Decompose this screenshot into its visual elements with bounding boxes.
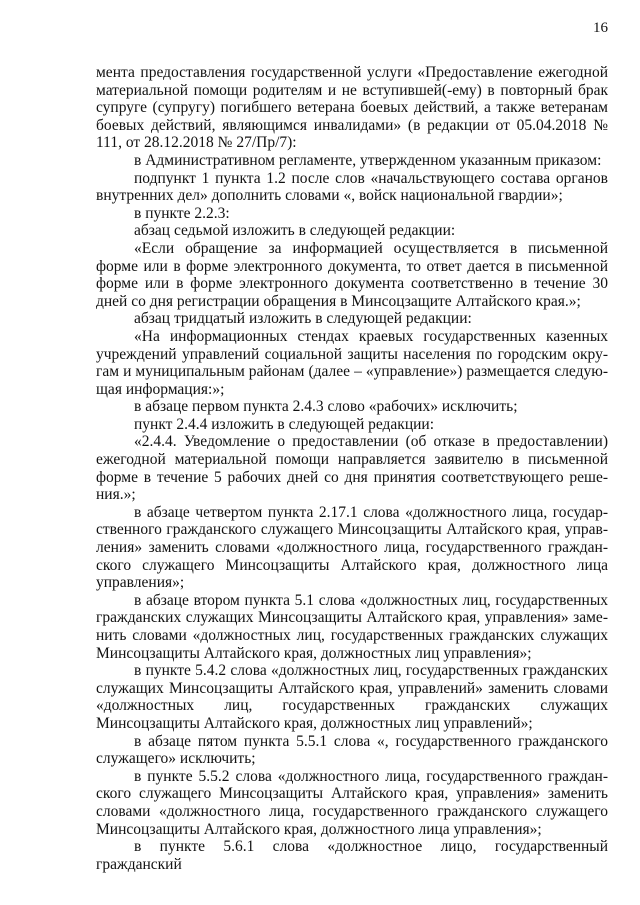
paragraph: в абзаце втором пункта 5.1 слова «должностных лиц, государственных гражданских служащих Минсоцзащиты Алтайского края, управления» заменить словами «должностных лиц, государственных гражданских служащих Минсоцзащиты Алтайского края, должностных лиц управления»;	[96, 591, 608, 662]
paragraph: в абзаце четвертом пункта 2.17.1 слова «должностного лица, государственного гражданского служащего Минсоцзащиты Алтайского края, управления» заменить словами «должностного лица, государственного гражданского служащего Минсоцзащиты Алтайского края, должностного лица управления»;	[96, 503, 608, 592]
paragraph: в Административном регламенте, утвержденном указанным приказом:	[134, 151, 602, 169]
paragraph: мента предоставления государственной услуги «Предоставление ежегодной материальной помощи родителям и не вступившей(-ему) в повторный брак супруге (супругу) погибшего ветерана боевых действий, а также ветеранам боевых действий, являющимся инвалидами» (в редакции от 05.04.2018 № 111, от 28.12.2018 № 27/Пр/7):	[96, 64, 608, 152]
document-body	[96, 64, 608, 873]
paragraph: в пункте 2.2.3:	[134, 204, 230, 222]
paragraph: в пункте 5.4.2 слова «должностных лиц, государственных гражданских служащих Минсоцзащиты Алтайского края, управлений» заменить словами «должностных лиц, государственных гражданских служащих Минсоцзащиты Алтайского края, должностных лиц управлений»;	[96, 662, 608, 732]
paragraph: абзац тридцатый изложить в следующей редакции:	[134, 310, 472, 328]
paragraph: «Если обращение за информацией осуществляется в письменной форме или в форме электронного документа, то ответ дается в письменной форме или в форме электронного документа соответственно в течение 30 дней со дня регистрации обращения в Минсоцзащите Алтайского края.»;	[96, 239, 608, 310]
paragraph: в абзаце пятом пункта 5.5.1 слова «, государственного гражданского служащего» исключить;	[96, 732, 608, 768]
paragraph: в пункте 5.5.2 слова «должностного лица, государственного гражданского служащего Минсоцзащиты Алтайского края, управления» заменить словами «должностного лица, государственного гражданского служащего Минсоцзащиты Алтайского края, должностного лица управления»;	[96, 767, 608, 838]
paragraph: в пункте 5.6.1 слова «должностное лицо, государственный гражданский	[96, 838, 608, 873]
paragraph: «На информационных стендах краевых государственных казенных учреждений управлений социальной защиты населения по городским округам и муниципальным районам (далее – «управление») размещается следующая информация:»;	[96, 327, 608, 398]
page-number: 16	[593, 20, 608, 36]
paragraph: «2.4.4. Уведомление о предоставлении (об отказе в предоставлении) ежегодной материальной помощи направляется заявителю в письменной форме в течение 5 рабочих дней со дня принятия соответствующего решения.»;	[96, 433, 608, 504]
paragraph: подпункт 1 пункта 1.2 после слов «начальствующего состава органов внутренних дел» дополнить словами «, войск национальной гвардии»;	[96, 169, 608, 205]
paragraph: в абзаце первом пункта 2.4.3 слово «рабочих» исключить;	[134, 398, 518, 416]
paragraph: пункт 2.4.4 изложить в следующей редакции:	[134, 415, 435, 433]
paragraph: абзац седьмой изложить в следующей редакции:	[134, 222, 456, 240]
